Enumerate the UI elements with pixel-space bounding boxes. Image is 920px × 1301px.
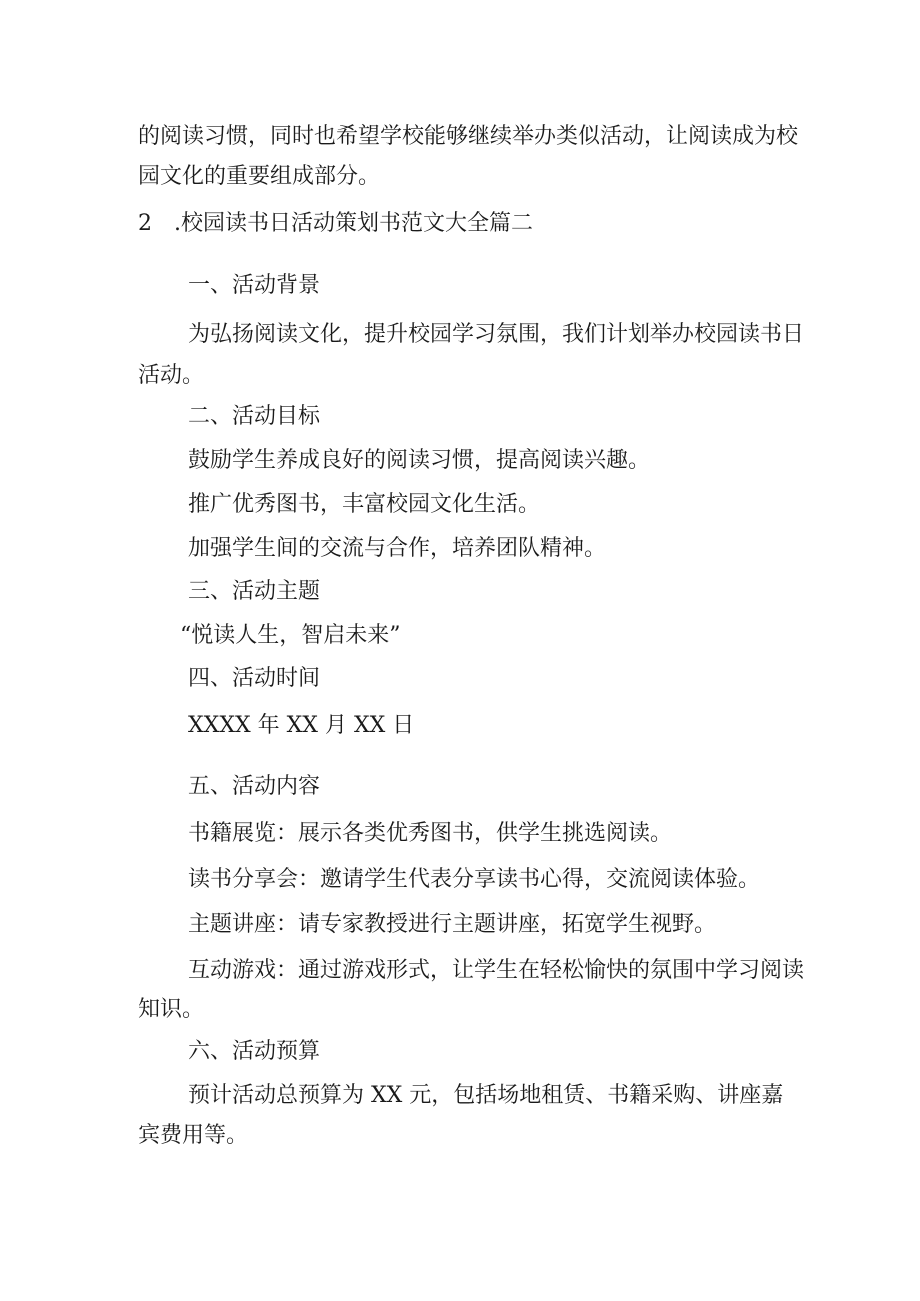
theme-heading: 三、活动主题 xyxy=(188,579,321,604)
goal-item-2: 推广优秀图书，丰富校园文化生活。 xyxy=(188,492,541,517)
content-heading: 五、活动内容 xyxy=(188,774,321,799)
background-line-1: 为弘扬阅读文化，提升校园学习氛围，我们计划举办校园读书日 xyxy=(188,322,805,347)
content-item-1: 书籍展览：展示各类优秀图书，供学生挑选阅读。 xyxy=(188,821,673,846)
goals-heading: 二、活动目标 xyxy=(188,404,321,429)
theme-text: “悦读人生，智启未来” xyxy=(180,623,401,648)
background-line-2: 活动。 xyxy=(138,363,205,388)
budget-heading: 六、活动预算 xyxy=(188,1039,321,1064)
background-heading: 一、活动背景 xyxy=(188,273,321,298)
content-item-4-line-1: 互动游戏：通过游戏形式，让学生在轻松愉快的氛围中学习阅读 xyxy=(188,958,805,983)
section-title: 2 .校园读书日活动策划书范文大全篇二 xyxy=(138,211,533,236)
content-item-3: 主题讲座：请专家教授进行主题讲座，拓宽学生视野。 xyxy=(188,912,717,937)
budget-line-1: 预计活动总预算为 XX 元，包括场地租赁、书籍采购、讲座嘉 xyxy=(188,1083,784,1108)
goal-item-3: 加强学生间的交流与合作，培养团队精神。 xyxy=(188,536,607,561)
time-text: XXXX 年 XX 月 XX 日 xyxy=(188,713,415,738)
content-item-2: 读书分享会：邀请学生代表分享读书心得，交流阅读体验。 xyxy=(188,867,761,892)
intro-line-1: 的阅读习惯，同时也希望学校能够继续举办类似活动，让阅读成为校 xyxy=(138,124,799,149)
goal-item-1: 鼓励学生养成良好的阅读习惯，提高阅读兴趣。 xyxy=(188,448,651,473)
intro-line-2: 园文化的重要组成部分。 xyxy=(138,164,381,189)
content-item-4-line-2: 知识。 xyxy=(138,997,205,1022)
budget-line-2: 宾费用等。 xyxy=(138,1123,249,1148)
time-heading: 四、活动时间 xyxy=(188,666,321,691)
